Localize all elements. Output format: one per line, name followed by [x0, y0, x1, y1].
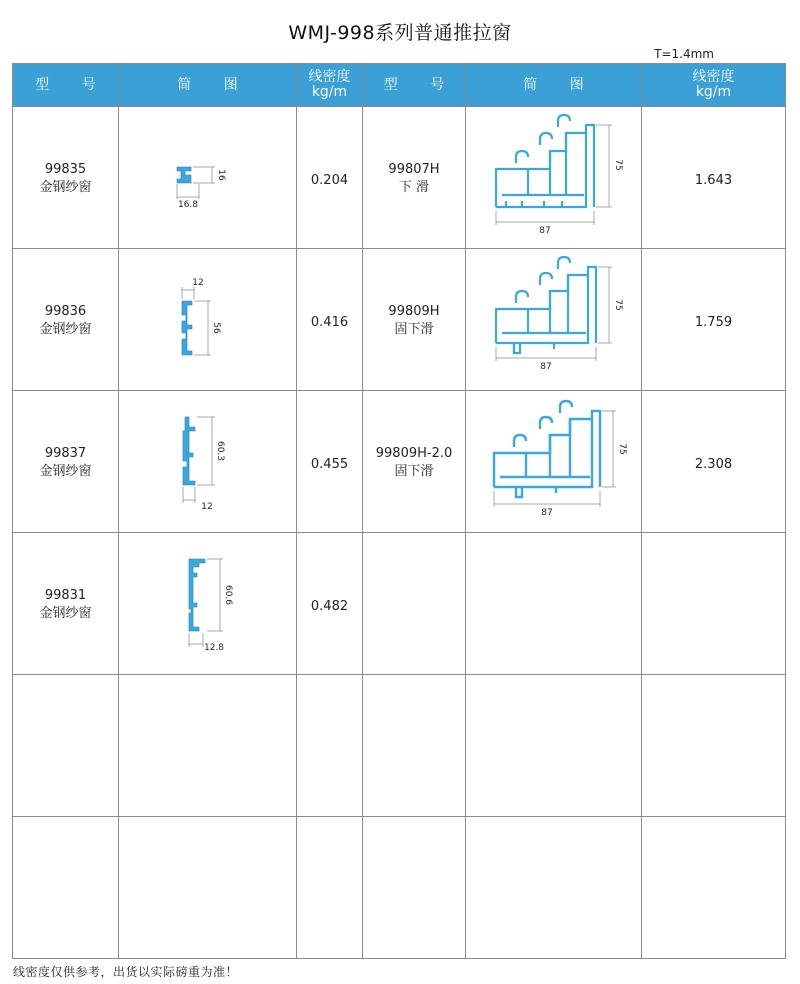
model-cell — [363, 533, 466, 675]
density-cell — [642, 817, 786, 959]
profile-drawing-99831 — [119, 533, 297, 674]
model-code: 99807H — [388, 162, 440, 177]
model-name: 金钢纱窗 — [39, 606, 92, 621]
profile-drawing-99835 — [119, 107, 297, 248]
dim-height: 75 — [617, 443, 627, 455]
density-cell — [297, 391, 363, 533]
density-cell — [642, 533, 786, 675]
density-cell — [642, 391, 786, 533]
drawing-cell — [466, 817, 642, 959]
model-cell — [13, 391, 119, 533]
dim-width: 16.8 — [177, 200, 199, 210]
density-value: 0.204 — [310, 173, 349, 188]
dim-height: 75 — [613, 159, 623, 171]
dim-height: 60.6 — [223, 584, 233, 606]
dim-width: 12 — [192, 278, 204, 288]
footer-note: 线密度仅供参考，出货以实际磅重为准！ — [13, 965, 239, 979]
density-cell — [642, 107, 786, 249]
dim-height: 75 — [613, 299, 623, 311]
header-density-2 — [642, 64, 786, 107]
header-density — [297, 64, 363, 107]
table-row — [13, 107, 786, 249]
drawing-cell — [119, 107, 297, 249]
drawing-cell — [466, 249, 642, 391]
drawing-cell — [119, 249, 297, 391]
model-cell — [363, 391, 466, 533]
thickness-label: T=1.4mm — [654, 47, 714, 61]
model-name: 金钢纱窗 — [39, 180, 92, 195]
model-cell — [363, 249, 466, 391]
header-drawing: 简 图 — [119, 64, 297, 107]
table-row — [13, 675, 786, 817]
model-code: 99835 — [44, 162, 87, 177]
drawing-cell — [119, 533, 297, 675]
dim-width: 87 — [539, 226, 551, 236]
header-density-2-line1: 线密度 — [692, 69, 735, 85]
model-code: 99809H — [388, 304, 440, 319]
model-code: 99837 — [44, 446, 87, 461]
header-model-2: 型 号 — [363, 64, 466, 107]
profile-drawing-99809H — [466, 249, 642, 390]
profile-drawing-99809H-2.0 — [466, 391, 642, 532]
density-value: 0.416 — [310, 315, 349, 330]
density-cell — [297, 249, 363, 391]
density-cell — [642, 675, 786, 817]
drawing-cell — [466, 533, 642, 675]
model-name: 下 滑 — [398, 180, 430, 195]
header-drawing-2: 简 图 — [466, 64, 642, 107]
model-code: 99836 — [44, 304, 87, 319]
model-code: 99831 — [44, 588, 87, 603]
table-row — [13, 249, 786, 391]
density-value: 0.455 — [310, 457, 349, 472]
dim-width: 87 — [540, 362, 552, 372]
density-value: 1.643 — [694, 173, 733, 188]
model-cell — [363, 107, 466, 249]
dim-width: 87 — [541, 508, 553, 518]
model-name: 固下滑 — [394, 464, 434, 479]
table-header-row — [13, 64, 786, 107]
density-cell — [297, 533, 363, 675]
model-name: 金钢纱窗 — [39, 464, 92, 479]
drawing-cell — [119, 817, 297, 959]
density-cell — [297, 675, 363, 817]
density-cell — [297, 817, 363, 959]
model-cell — [363, 817, 466, 959]
density-cell — [642, 249, 786, 391]
model-cell — [13, 249, 119, 391]
profile-drawing-99837 — [119, 391, 297, 532]
dim-height: 16 — [216, 169, 226, 181]
model-cell — [363, 675, 466, 817]
density-cell — [297, 107, 363, 249]
dim-width: 12.8 — [203, 643, 225, 653]
drawing-cell — [119, 675, 297, 817]
model-name: 金钢纱窗 — [39, 322, 92, 337]
model-name: 固下滑 — [394, 322, 434, 337]
model-cell — [13, 107, 119, 249]
drawing-cell — [119, 391, 297, 533]
drawing-cell — [466, 391, 642, 533]
model-cell — [13, 533, 119, 675]
drawing-cell — [466, 107, 642, 249]
density-value: 1.759 — [694, 315, 733, 330]
profile-drawing-99836 — [119, 249, 297, 390]
drawing-cell — [466, 675, 642, 817]
spec-table — [12, 63, 786, 959]
model-cell — [13, 675, 119, 817]
profile-drawing-99807H — [466, 107, 642, 248]
page-title: WMJ-998系列普通推拉窗 — [288, 22, 512, 44]
header-density-line1: 线密度 — [308, 69, 351, 85]
dim-height: 56 — [211, 322, 221, 334]
density-value: 0.482 — [310, 599, 349, 614]
dim-width: 12 — [201, 502, 213, 512]
model-code: 99809H-2.0 — [375, 446, 453, 461]
model-cell — [13, 817, 119, 959]
table-row — [13, 817, 786, 959]
header-density-2-line2: kg/m — [695, 84, 732, 100]
table-row — [13, 533, 786, 675]
density-value: 2.308 — [694, 457, 733, 472]
header-density-line2: kg/m — [311, 84, 348, 100]
header-model: 型 号 — [13, 64, 119, 107]
dim-height: 60.3 — [215, 440, 225, 462]
table-row — [13, 391, 786, 533]
